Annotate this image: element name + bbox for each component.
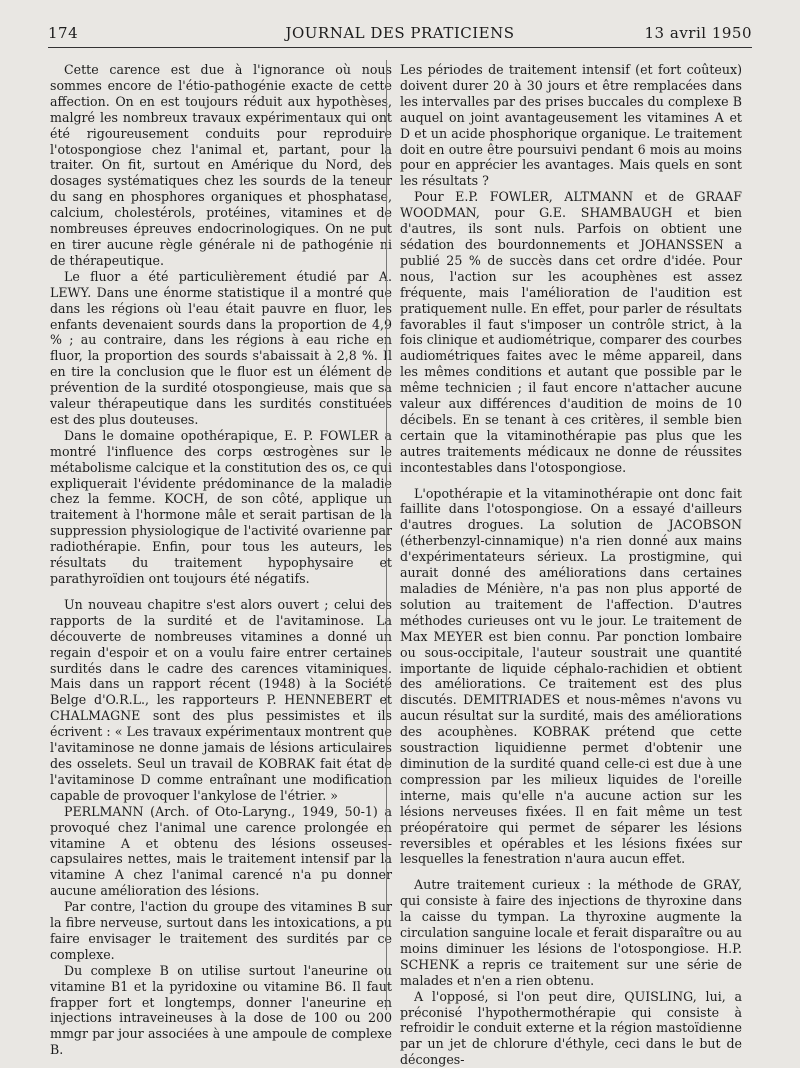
paragraph: Du complexe B on utilise surtout l'aneurine ou vitamine B1 et la pyridoxine ou vitamine B6. Il faut frapper fort et longtemps, donner l'aneurine en injections intraveineuses à la dose de 100 ou 200 mmgr par jour associées à une ampoule de complexe B. xyxy=(50,962,392,1058)
left-column xyxy=(50,62,392,1058)
paragraph: Les périodes de traitement intensif (et fort coûteux) doivent durer 20 à 30 jours et être remplacées dans les intervalles par des prises buccales du complexe B auquel on joint avantageusement les vitamines A et D et un acide phosphorique organique. Le traitement doit en outre être poursuivi pendant 6 mois au moins pour en apprécier les avantages. Mais quels en sont les résultats ? xyxy=(400,62,742,189)
paragraph: Autre traitement curieux : la méthode de GRAY, qui consiste à faire des injections de thyroxine dans la caisse du tympan. La thyroxine augmente la circulation sanguine locale et ferait disparaître ou au moins diminuer les lésions de l'otospongiose. H.P. SCHENK a repris ce traitement sur une série de malades et n'en a rien obtenu. xyxy=(400,877,742,988)
paragraph: Le fluor a été particulièrement étudié par A. LEWY. Dans une énorme statistique il a montré que dans les régions où l'eau était pauvre en fluor, les enfants devenaient sourds dans la proportion de 4,9 % ; au contraire, dans les régions à eau riche en fluor, la proportion des sourds s'abaissait à 2,8 %. Il en tire la conclusion que le fluor est un élément de prévention de la surdité otospongieuse, mais que sa valeur thérapeutique dans les surdités constituées est des plus douteuses. xyxy=(50,268,392,427)
issue-date: 13 avril 1950 xyxy=(644,24,752,42)
column-divider xyxy=(386,60,387,1010)
paragraph: L'opothérapie et la vitaminothérapie ont donc fait faillite dans l'otospongiose. On a essayé d'ailleurs d'autres drogues. La solution de JACOBSON (étherbenzyl-cinnamique) n'a rien donné aux mains d'expérimentateurs sérieux. La prostigmine, qui aurait donné des améliorations dans certaines maladies de Ménière, n'a pas non plus apporté de solution au traitement de l'affection. D'autres méthodes curieuses ont vu le jour. Le traitement de Max MEYER est bien connu. Par ponction lombaire ou sous-occipitale, l'auteur soustrait une quantité importante de liquide céphalo-rachidien et obtient des améliorations. Ce traitement est des plus discutés. DEMITRIADES et nous-mêmes n'avons vu aucun résultat sur la surdité, mais des améliorations des acouphènes. KOBRAK prétend que cette soustraction liquidienne permet d'obtenir une diminution de la surdité quand celle-ci est due à une compression par les milieux liquides de l'oreille interne, mais qu'elle n'a aucune action sur les lésions nerveuses fixées. Il en fait même un test préopératoire qui permet de séparer les lésions reversibles et opérables et les lésions fixées sur lesquelles la fenestration n'aura aucun effet. xyxy=(400,485,742,867)
page-number: 174 xyxy=(48,24,79,42)
journal-title: JOURNAL DES PRATICIENS xyxy=(285,24,515,42)
paragraph: Par contre, l'action du groupe des vitamines B sur la fibre nerveuse, surtout dans les intoxications, a pu faire envisager le traitement des surdités par ce complexe. xyxy=(50,899,392,962)
right-column xyxy=(400,62,742,1068)
page-header xyxy=(48,24,752,48)
paragraph: Dans le domaine opothérapique, E. P. FOWLER a montré l'influence des corps œstrogènes sur le métabolisme calcique et la constitution des os, ce qui expliquerait l'évidente prédominance de la maladie chez la femme. KOCH, de son côté, applique un traitement à l'hormone mâle et serait partisan de la suppression physiologique de l'activité ovarienne par radiothérapie. Enfin, pour tous les auteurs, les résultats du traitement hypophysaire et parathyroïdien ont toujours été négatifs. xyxy=(50,427,392,586)
paragraph: Un nouveau chapitre s'est alors ouvert ; celui des rapports de la surdité et de l'avitaminose. La découverte de nombreuses vitamines a donné un regain d'espoir et on a voulu faire entrer certaines surdités dans le cadre des carences vitaminiques. Mais dans un rapport récent (1948) à la Société Belge d'O.R.L., les rapporteurs P. HENNEBERT et CHALMAGNE sont des plus pessimistes et ils écrivent : « Les travaux expérimentaux montrent que l'avitaminose ne donne jamais de lésions articulaires des osselets. Seul un travail de KOBRAK fait état de l'avitaminose D comme entraînant une modification capable de provoquer l'ankylose de l'étrier. » xyxy=(50,596,392,803)
header-rule xyxy=(48,47,752,48)
paragraph: A l'opposé, si l'on peut dire, QUISLING, lui, a préconisé l'hypothermothérapie qui consiste à refroidir le conduit externe et la région mastoïdienne par un jet de chlorure d'éthyle, ceci dans le but de déconges- xyxy=(400,988,742,1068)
paragraph: Pour E.P. FOWLER, ALTMANN et de GRAAF WOODMAN, pour G.E. SHAMBAUGH et bien d'autres, ils sont nuls. Parfois on obtient une sédation des bourdonnements et JOHANSSEN a publié 25 % de succès dans cet ordre d'idée. Pour nous, l'action sur les acouphènes est assez fréquente, mais l'amélioration de l'audition est pratiquement nulle. En effet, pour parler de résultats favorables il faut s'imposer un contrôle strict, à la fois clinique et audiométrique, comparer des courbes audiométriques faites avec le même appareil, dans les mêmes conditions et autant que possible par le même technicien ; il faut encore n'attacher aucune valeur aux différences d'audition de moins de 10 décibels. En se tenant à ces critères, il semble bien certain que la vitaminothérapie pas plus que les autres traitements médicaux ne donne de réussites incontestables dans l'otospongiose. xyxy=(400,189,742,475)
paragraph: PERLMANN (Arch. of Oto-Laryng., 1949, 50-1) a provoqué chez l'animal une carence prolongée en vitamine A et obtenu des lésions osseuses-capsulaires nettes, mais le traitement intensif par la vitamine A chez l'animal carencé n'a pu donner aucune amélioration des lésions. xyxy=(50,803,392,899)
paragraph: Cette carence est due à l'ignorance où nous sommes encore de l'étio-pathogénie exacte de cette affection. On en est toujours réduit aux hypothèses, malgré les nombreux travaux expérimentaux qui ont été rigoureusement conduits pour reproduire l'otospongiose chez l'animal et, partant, pour la traiter. On fit, surtout en Amérique du Nord, des dosages systématiques chez les sourds de la teneur du sang en phosphores organiques et phosphatase, calcium, cholestérols, protéines, vitamines et de nombreuses épreuves endocrinologiques. On ne put en tirer aucune règle générale ni de pathogénie ni de thérapeutique. xyxy=(50,62,392,268)
